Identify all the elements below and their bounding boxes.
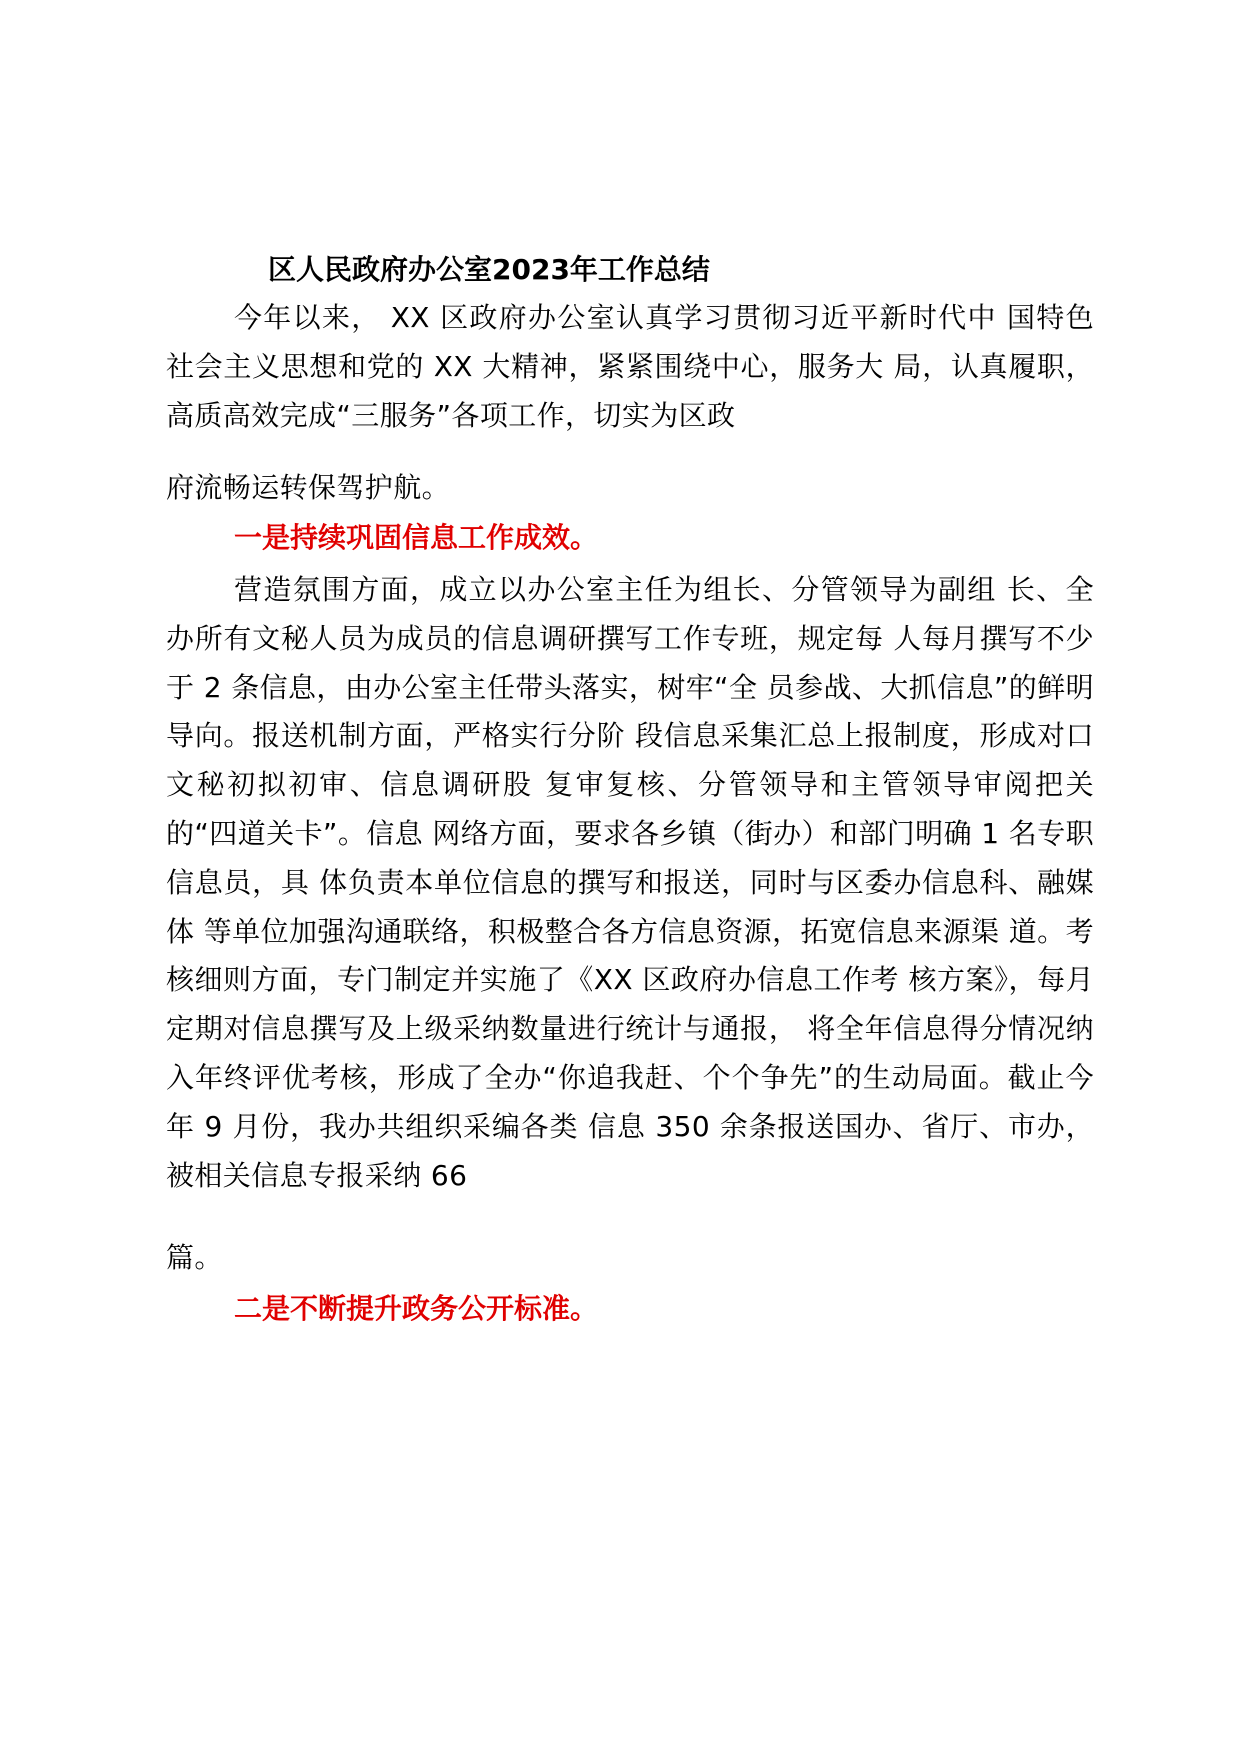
section-1-heading: 一是持续巩固信息工作成效。: [234, 521, 599, 554]
document-title: 区人民政府办公室2023年工作总结: [268, 253, 710, 286]
section-1-paragraph-tail: 篇。: [166, 1241, 223, 1274]
section-1-paragraph: 营造氛围方面，成立以办公室主任为组长、分管领导为副组 长、全办所有文秘人员为成员的信息调研撰写工作专班，规定每 人每月撰写不少于 2 条信息，由办公室主任带头落实，树牢“全 员参战、大抓信息”的鲜明导向。报送机制方面，严格实行分阶 段信息采集汇总上报制度，形成对口文秘初拟初审、信息调研股 复审复核、分管领导和主管领导审阅把关的“四道关卡”。信息 网络方面，要求各乡镇（街办）和部门明确 1 名专职信息员，具 体负责本单位信息的撰写和报送，同时与区委办信息科、融媒体 等单位加强沟通联络，积极整合各方信息资源，拓宽信息来源渠 道。考核细则方面，专门制定并实施了《XX 区政府办信息工作考 核方案》，每月定期对信息撰写及上级采纳数量进行统计与通报， 将全年信息得分情况纳入年终评优考核，形成了全办“你追我赶、个个争先”的生动局面。截止今年 9 月份，我办共组织采编各类 信息 350 余条报送国办、省厅、市办，被相关信息专报采纳 66: [166, 573, 1094, 1192]
intro-paragraph: 今年以来， XX 区政府办公室认真学习贯彻习近平新时代中 国特色社会主义思想和党的 XX 大精神，紧紧围绕中心，服务大 局，认真履职，高质高效完成“三服务”各项工作，切实为区政: [166, 301, 1094, 432]
intro-paragraph-tail: 府流畅运转保驾护航。: [166, 471, 451, 504]
section-2-heading: 二是不断提升政务公开标准。: [234, 1292, 599, 1325]
